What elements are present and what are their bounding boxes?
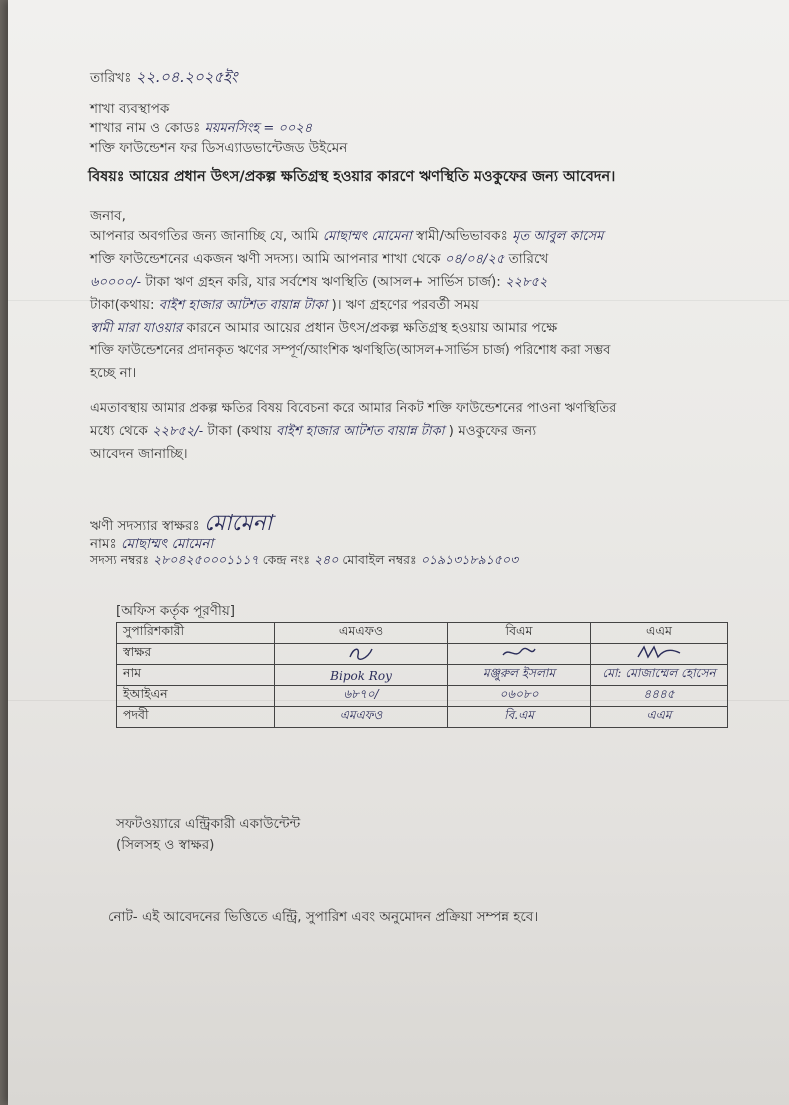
am-signature [591,644,728,665]
document-sheet [8,0,789,1105]
row-label: নাম [117,665,275,686]
text: হচ্ছে না। [90,365,137,381]
member-no-value: ২৮০৪২৫০০০১১১৭ [153,552,259,567]
recipient-title: শাখা ব্যবস্থাপক [90,101,170,117]
center-value: ২৪০ [313,552,339,567]
text: এমতাবস্থায় আমার প্রকল্প ক্ষতির বিষয় বিবেচনা করে আমার নিকট শক্তি ফাউন্ডেশনের পাওনা ঋণস্থিতির [90,401,617,416]
date-label: তারিখঃ [90,70,132,86]
header-cell: সুপারিশকারী [117,623,275,644]
table-row [117,707,728,728]
text: কারনে আমার আয়ের প্রধান উৎস/প্রকল্প ক্ষতিগ্রস্থ হওয়ায় আমার পক্ষে [186,320,558,336]
date-value: ২২.০৪.২০২৫ইং [135,68,238,86]
branch-value: ময়মনসিংহ = ০০২৪ [204,121,313,136]
table-row [117,665,728,686]
bm-name: মঞ্জুরুল ইসলাম [482,666,556,680]
body-paragraph-1 [90,225,730,384]
office-approval-table [116,622,728,728]
mobile-value: ০১৯১৩১৮৯১৫০৩ [420,552,519,567]
waive-amount-filled: ২২৮৫২/- [152,424,204,439]
member-details-line [90,552,518,572]
table-row [117,686,728,707]
am-ein: ৪৪৪৫ [643,687,675,701]
mfo-signature [275,644,448,665]
footer-note: নোট- এই আবেদনের ভিত্তিতে এন্ট্রি, সুপারিশ এবং অনুমোদন প্রক্রিয়া সম্পন্ন হবে। [108,909,539,925]
balance-filled: ২২৮৫২ [505,275,548,290]
center-label: কেন্দ্র নংঃ [262,552,310,567]
signature-scribble-icon [634,645,684,661]
mfo-designation: এমএফও [339,708,383,722]
loan-date-filled: ০৪/০৪/২৫ [444,252,505,267]
member-name-filled: মোছাম্মৎ মোমেনা [322,229,412,244]
organization-name: শক্তি ফাউন্ডেশন ফর ডিসএ্যাডভান্টেজড উইমেন [90,140,348,156]
loan-amount-filled: ৬০০০০/- [90,275,142,290]
accountant-seal-note: (সিলসহ ও স্বাক্ষর) [116,837,215,853]
accountant-title: সফটওয়্যারে এন্ট্রিকারী একাউন্টেন্ট [116,816,301,832]
text: টাকা (কথায় [207,423,272,439]
bm-signature [448,644,591,665]
bm-ein: ০৬০৮০ [499,687,539,701]
signature-scribble-icon [346,645,376,661]
bm-designation: বি.এম [504,708,534,722]
cause-filled: স্বামী মারা যাওয়ার [90,321,183,336]
member-signature: মোমেনা [203,511,273,536]
text: )। ঋণ গ্রহণের পরবর্তী সময় [331,297,479,313]
header-cell: বিএম [448,623,591,644]
member-no-label: সদস্য নম্বরঃ [90,552,150,567]
row-label: স্বাক্ষর [117,644,275,665]
name-label: নামঃ [90,536,117,552]
guardian-filled: মৃত আবুল কাসেম [512,229,604,244]
am-designation: এএম [646,708,672,722]
salutation: জনাব, [90,208,126,224]
mfo-name: Bipok Roy [330,668,392,683]
text: মধ্যে থেকে [90,423,148,439]
amount-words-filled: বাইশ হাজার আটশত বায়ান্ন টাকা [158,298,328,313]
text: ) মওকুফের জন্য [448,423,537,439]
text: তারিখে [508,251,549,267]
text: টাকা ঋণ গ্রহন করি, যার সর্বশেষ ঋণস্থিতি (আসল+ সার্ভিস চার্জ): [145,274,501,290]
text: টাকা(কথায়: [90,297,155,313]
date-line [90,66,237,91]
text: আপনার অবগতির জন্য জানাচ্ছি যে, আমি [90,228,319,244]
mobile-label: মোবাইল নম্বরঃ [342,552,417,567]
text: শক্তি ফাউন্ডেশনের একজন ঋণী সদস্য। আমি আপনার শাখা থেকে [90,251,441,267]
signature-label: ঋণী সদস্যার স্বাক্ষরঃ [90,518,200,534]
office-use-label: [অফিস কর্তৃক পূরণীয়] [116,603,236,619]
am-name: মো: মোজাম্মেল হোসেন [602,666,716,680]
signature-scribble-icon [499,645,539,661]
body-paragraph-2 [90,398,730,465]
table-row [117,644,728,665]
row-label: পদবী [117,707,275,728]
text: আবেদন জানাচ্ছি। [90,446,188,462]
text: শক্তি ফাউন্ডেশনের প্রদানকৃত ঋণের সম্পূর্ণ/আংশিক ঋণস্থিতি(আসল+সার্ভিস চার্জ) পরিশোধ করা সম্ভব [90,343,611,358]
member-name-value: মোছাম্মৎ মোমেনা [120,536,214,552]
waive-words-filled: বাইশ হাজার আটশত বায়ান্ন টাকা [275,424,445,439]
text: স্বামী/অভিভাবকঃ [416,228,508,244]
row-label: ইআইএন [117,686,275,707]
subject-line: বিষয়ঃ আয়ের প্রধান উৎস/প্রকল্প ক্ষতিগ্রস্থ হওয়ার কারণে ঋণস্থিতি মওকুফের জন্য আবেদন। [88,169,616,185]
branch-label: শাখার নাম ও কোডঃ [90,120,201,136]
mfo-ein: ৬৮৭০/ [343,687,379,701]
header-cell: এএম [591,623,728,644]
header-cell: এমএফও [275,623,448,644]
table-header-row [117,623,728,644]
